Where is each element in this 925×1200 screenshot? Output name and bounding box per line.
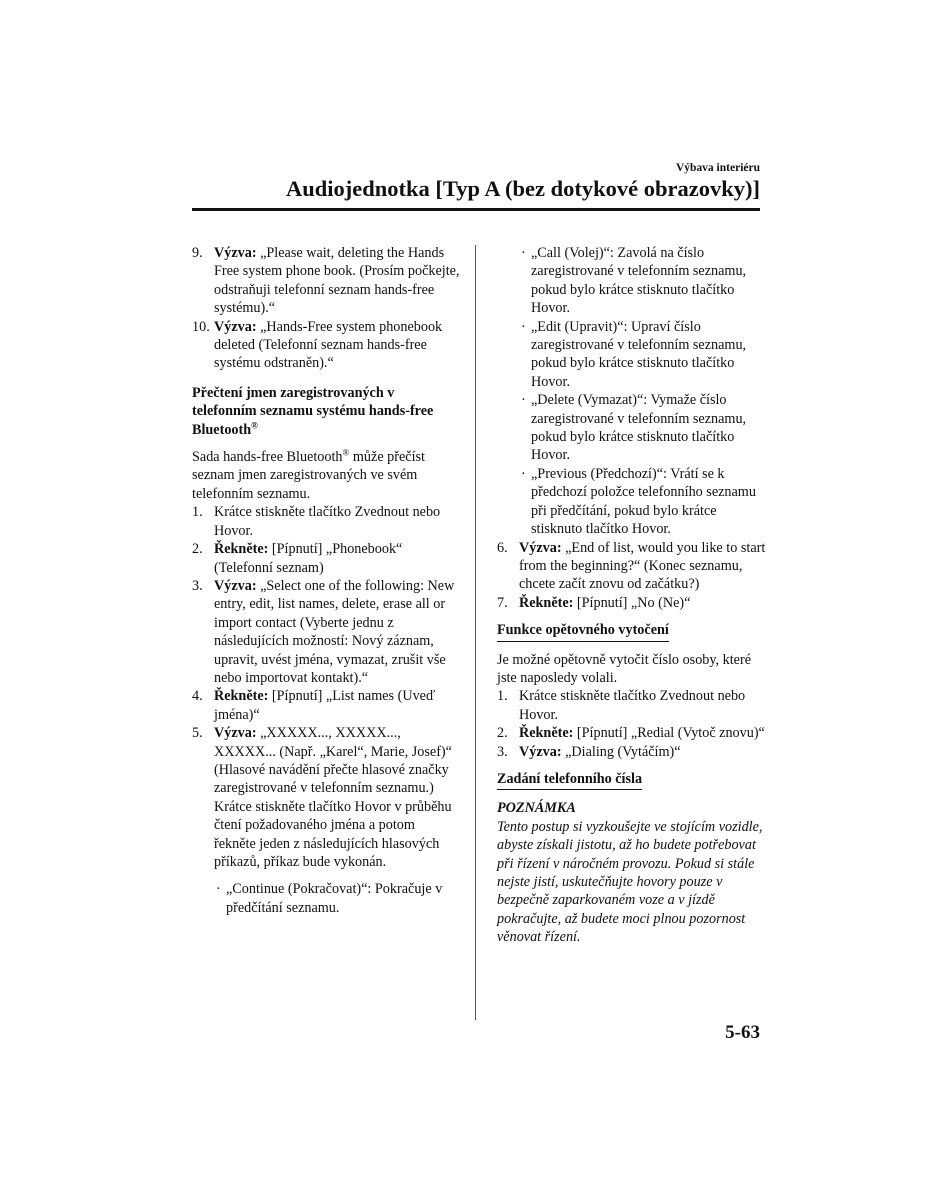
step-text: „Select one of the following: New entry, edit, list names, delete, erase all or import contact (Vyberte jednu z následujících možností: Nový záznam, upravit, uvést jména, vymazat, zrušit vše nebo importovat kontakt).“: [214, 577, 455, 686]
step-item: [192, 724, 460, 871]
title-rule: [192, 208, 760, 211]
command-text: „Delete (Vymazat)“: Vymaže číslo zaregistrované v telefonním seznamu, pokud bylo krátce stisknuto tlačítko Hovor.: [531, 392, 747, 464]
command-item: [519, 318, 767, 392]
step-number: 6.: [497, 539, 508, 556]
step-text: [Pípnutí] „Phonebook“ (Telefonní seznam): [214, 541, 403, 576]
bullet: ·: [521, 392, 526, 409]
step-number: 4.: [192, 688, 203, 705]
command-list: [519, 244, 767, 539]
bullet: ·: [521, 318, 526, 335]
step-text: [Pípnutí] „Redial (Vytoč znovu)“: [573, 725, 765, 742]
step-item: [192, 503, 460, 540]
step-label: Výzva:: [214, 318, 257, 335]
step-number: 2.: [497, 725, 508, 742]
right-column: [497, 244, 767, 947]
step-text: Krátce stiskněte tlačítko Zvednout nebo Hovor.: [519, 688, 746, 723]
command-text: „Continue (Pokračovat)“: Pokračuje v předčítání seznamu.: [226, 881, 443, 916]
step-number: 9.: [192, 245, 203, 261]
bullet: ·: [521, 465, 526, 482]
step-item: [192, 577, 460, 687]
step-label: Výzva:: [519, 743, 562, 760]
step-label: Řekněte:: [519, 725, 574, 742]
heading-text: Přečtení jmen zaregistrovaných v telefonním seznamu systému hands-free Bluetooth: [192, 384, 434, 438]
command-text: „Call (Volej)“: Zavolá na číslo zaregistrované v telefonním seznamu, pokud bylo krátce stisknuto tlačítko Hovor.: [531, 245, 747, 317]
step-text: „Hands-Free system phonebook deleted (Telefonní seznam hands-free systému odstraněn).“: [214, 318, 443, 372]
note-body: Tento postup si vyzkoušejte ve stojícím vozidle, abyste získali jistotu, až ho budete potřebovat při řízení v náročném provozu. Pokud si stále nejste jistí, uskutečňujte hovory pouze v bezpečně zaparkovaném voze a v jízdě pokračujte, až budete moci plnou pozornost věnovat řízení.: [497, 818, 763, 946]
command-item: [519, 465, 767, 539]
step-number: 5.: [192, 725, 203, 742]
step-text: „XXXXX..., XXXXX..., XXXXX... (Např. „Karel“, Marie, Josef)“ (Hlasové navádění přečte hlasové značky zaregistrované v telefonním seznamu.) Krátce stiskněte tlačítko Hovor v průběhu čtení požadovaného jména a potom řekněte jeden z následujících hlasových příkazů, příkaz bude vykonán.: [214, 725, 452, 870]
step-label: Řekněte:: [214, 688, 269, 705]
step-number: 10.: [192, 318, 210, 335]
registered-mark: ®: [342, 447, 350, 458]
bullet: ·: [216, 881, 221, 898]
step-text: [Pípnutí] „No (Ne)“: [573, 594, 691, 611]
command-list: [214, 880, 460, 917]
step-text: „Dialing (Vytáčím)“: [561, 743, 681, 760]
step-item: [497, 724, 767, 742]
command-item: [519, 391, 767, 465]
dial-heading: Zadání telefonního čísla: [497, 770, 642, 790]
registered-mark: ®: [251, 419, 258, 430]
redial-heading: Funkce opětovného vytočení: [497, 621, 669, 641]
step-number: 3.: [192, 577, 203, 594]
step-label: Řekněte:: [214, 541, 269, 558]
section-label: Výbava interiéru: [675, 162, 760, 174]
step-label: Výzva:: [214, 577, 257, 594]
step-text: Krátce stiskněte tlačítko Zvednout nebo Hovor.: [214, 504, 441, 539]
command-text: „Previous (Předchozí)“: Vrátí se k předchozí položce telefonního seznamu při předčítání, pokud bylo krátce stisknuto tlačítko Hovor.: [531, 465, 756, 538]
step-number: 1.: [192, 504, 203, 521]
step-item: [497, 687, 767, 724]
step-label: Řekněte:: [519, 594, 574, 611]
command-text: „Edit (Upravit)“: Upraví číslo zaregistrované v telefonním seznamu, pokud bylo krátce stisknuto tlačítko Hovor.: [531, 318, 747, 390]
dial-heading-wrap: [497, 770, 767, 790]
intro-text: může přečíst seznam jmen zaregistrovaných ve svém telefonním seznamu.: [192, 449, 425, 502]
step-label: Výzva:: [214, 245, 257, 261]
step-item: [497, 539, 767, 594]
intro-paragraph: [192, 448, 460, 503]
step-number: 3.: [497, 743, 508, 760]
step-text: [Pípnutí] „List names (Uveď jména)“: [214, 688, 436, 723]
bullet: ·: [521, 245, 526, 261]
step-item: [192, 244, 460, 318]
step-number: 7.: [497, 594, 508, 611]
command-item: [214, 880, 460, 917]
step-number: 2.: [192, 541, 203, 558]
step-item: [192, 318, 460, 373]
step-number: 1.: [497, 688, 508, 705]
intro-text: Sada hands-free Bluetooth: [192, 449, 343, 466]
column-divider: [475, 245, 476, 1020]
step-item: [497, 743, 767, 761]
redial-heading-wrap: [497, 621, 767, 641]
step-item: [192, 687, 460, 724]
command-item: [519, 244, 767, 318]
page-number: 5-63: [725, 1022, 760, 1043]
step-item: [192, 540, 460, 577]
left-column: [192, 244, 460, 917]
redial-intro: Je možné opětovně vytočit číslo osoby, které jste naposledy volali.: [497, 651, 751, 686]
section-heading: [192, 384, 460, 439]
step-item: [497, 594, 767, 612]
note-title: POZNÁMKA: [497, 800, 576, 817]
step-label: Výzva:: [214, 725, 257, 742]
step-label: Výzva:: [519, 539, 562, 556]
step-text: „End of list, would you like to start from the beginning?“ (Konec seznamu, chcete začít znovu od začátku?): [519, 539, 766, 593]
page-title: Audiojednotka [Typ A (bez dotykové obrazovky)]: [286, 176, 760, 201]
step-text: „Please wait, deleting the Hands Free system phone book. (Prosím počkejte, odstraňuji telefonní seznam hands-free systému).“: [214, 245, 460, 317]
